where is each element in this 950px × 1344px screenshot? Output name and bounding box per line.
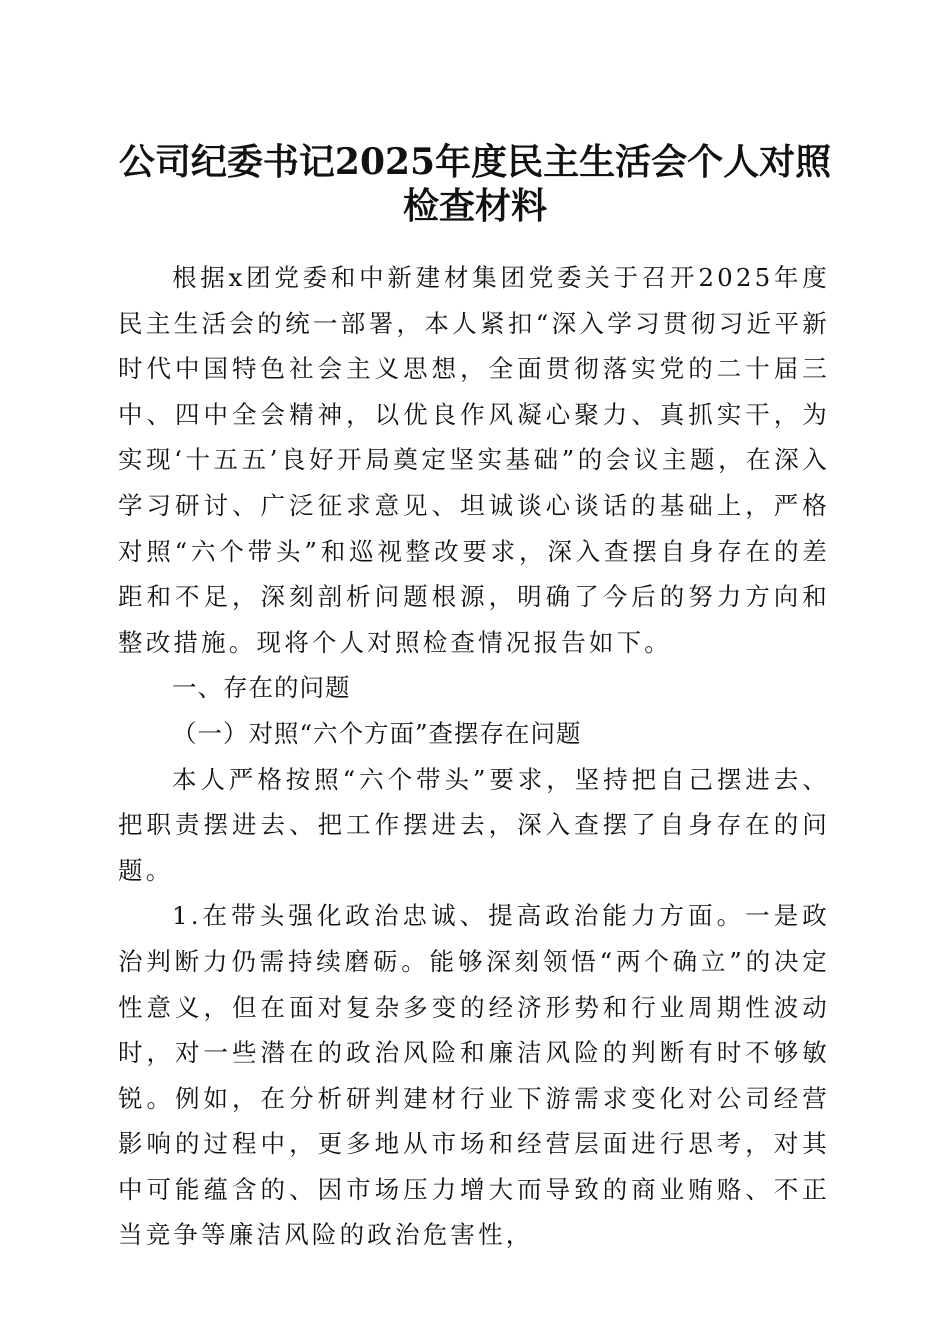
document-body [118, 255, 830, 1258]
subsection-heading-six-aspects: （一）对照“六个方面”查摆存在问题 [172, 718, 582, 748]
item-1-paragraph: 1.在带头强化政治忠诚、提高政治能力方面。一是政治判断力仍需持续磨砺。能够深刻领悟“两个确立”的决定性意义，但在面对复杂多变的经济形势和行业周期性波动时，对一些潜在的政治风险和廉洁风险的判断有时不够敏锐。例如，在分析研判建材行业下游需求变化对公司经营影响的过程中，更多地从市场和经营层面进行思考，对其中可能蕴含的、因市场压力增大而导致的商业贿赂、不正当竞争等廉洁风险的政治危害性， [118, 901, 830, 1250]
document-title-line-2: 检查材料 [402, 185, 547, 227]
subsection-paragraph: 本人严格按照“六个带头”要求，坚持把自己摆进去、把职责摆进去、把工作摆进去，深入查摆了自身存在的问题。 [118, 764, 830, 885]
section-heading-problems: 一、存在的问题 [172, 673, 351, 703]
intro-paragraph: 根据x团党委和中新建材集团党委关于召开2025年度民主生活会的统一部署，本人紧扣“深入学习贯彻习近平新时代中国特色社会主义思想，全面贯彻落实党的二十届三中、四中全会精神，以优良作风凝心聚力、真抓实干，为实现‘十五五’良好开局奠定坚实基础”的会议主题，在深入学习研讨、广泛征求意见、坦诚谈心谈话的基础上，严格对照“六个带头”和巡视整改要求，深入查摆自身存在的差距和不足，深刻剖析问题根源，明确了今后的努力方向和整改措施。现将个人对照检查情况报告如下。 [118, 263, 830, 657]
document-title-line-1: 公司纪委书记2025年度民主生活会个人对照 [118, 141, 832, 183]
